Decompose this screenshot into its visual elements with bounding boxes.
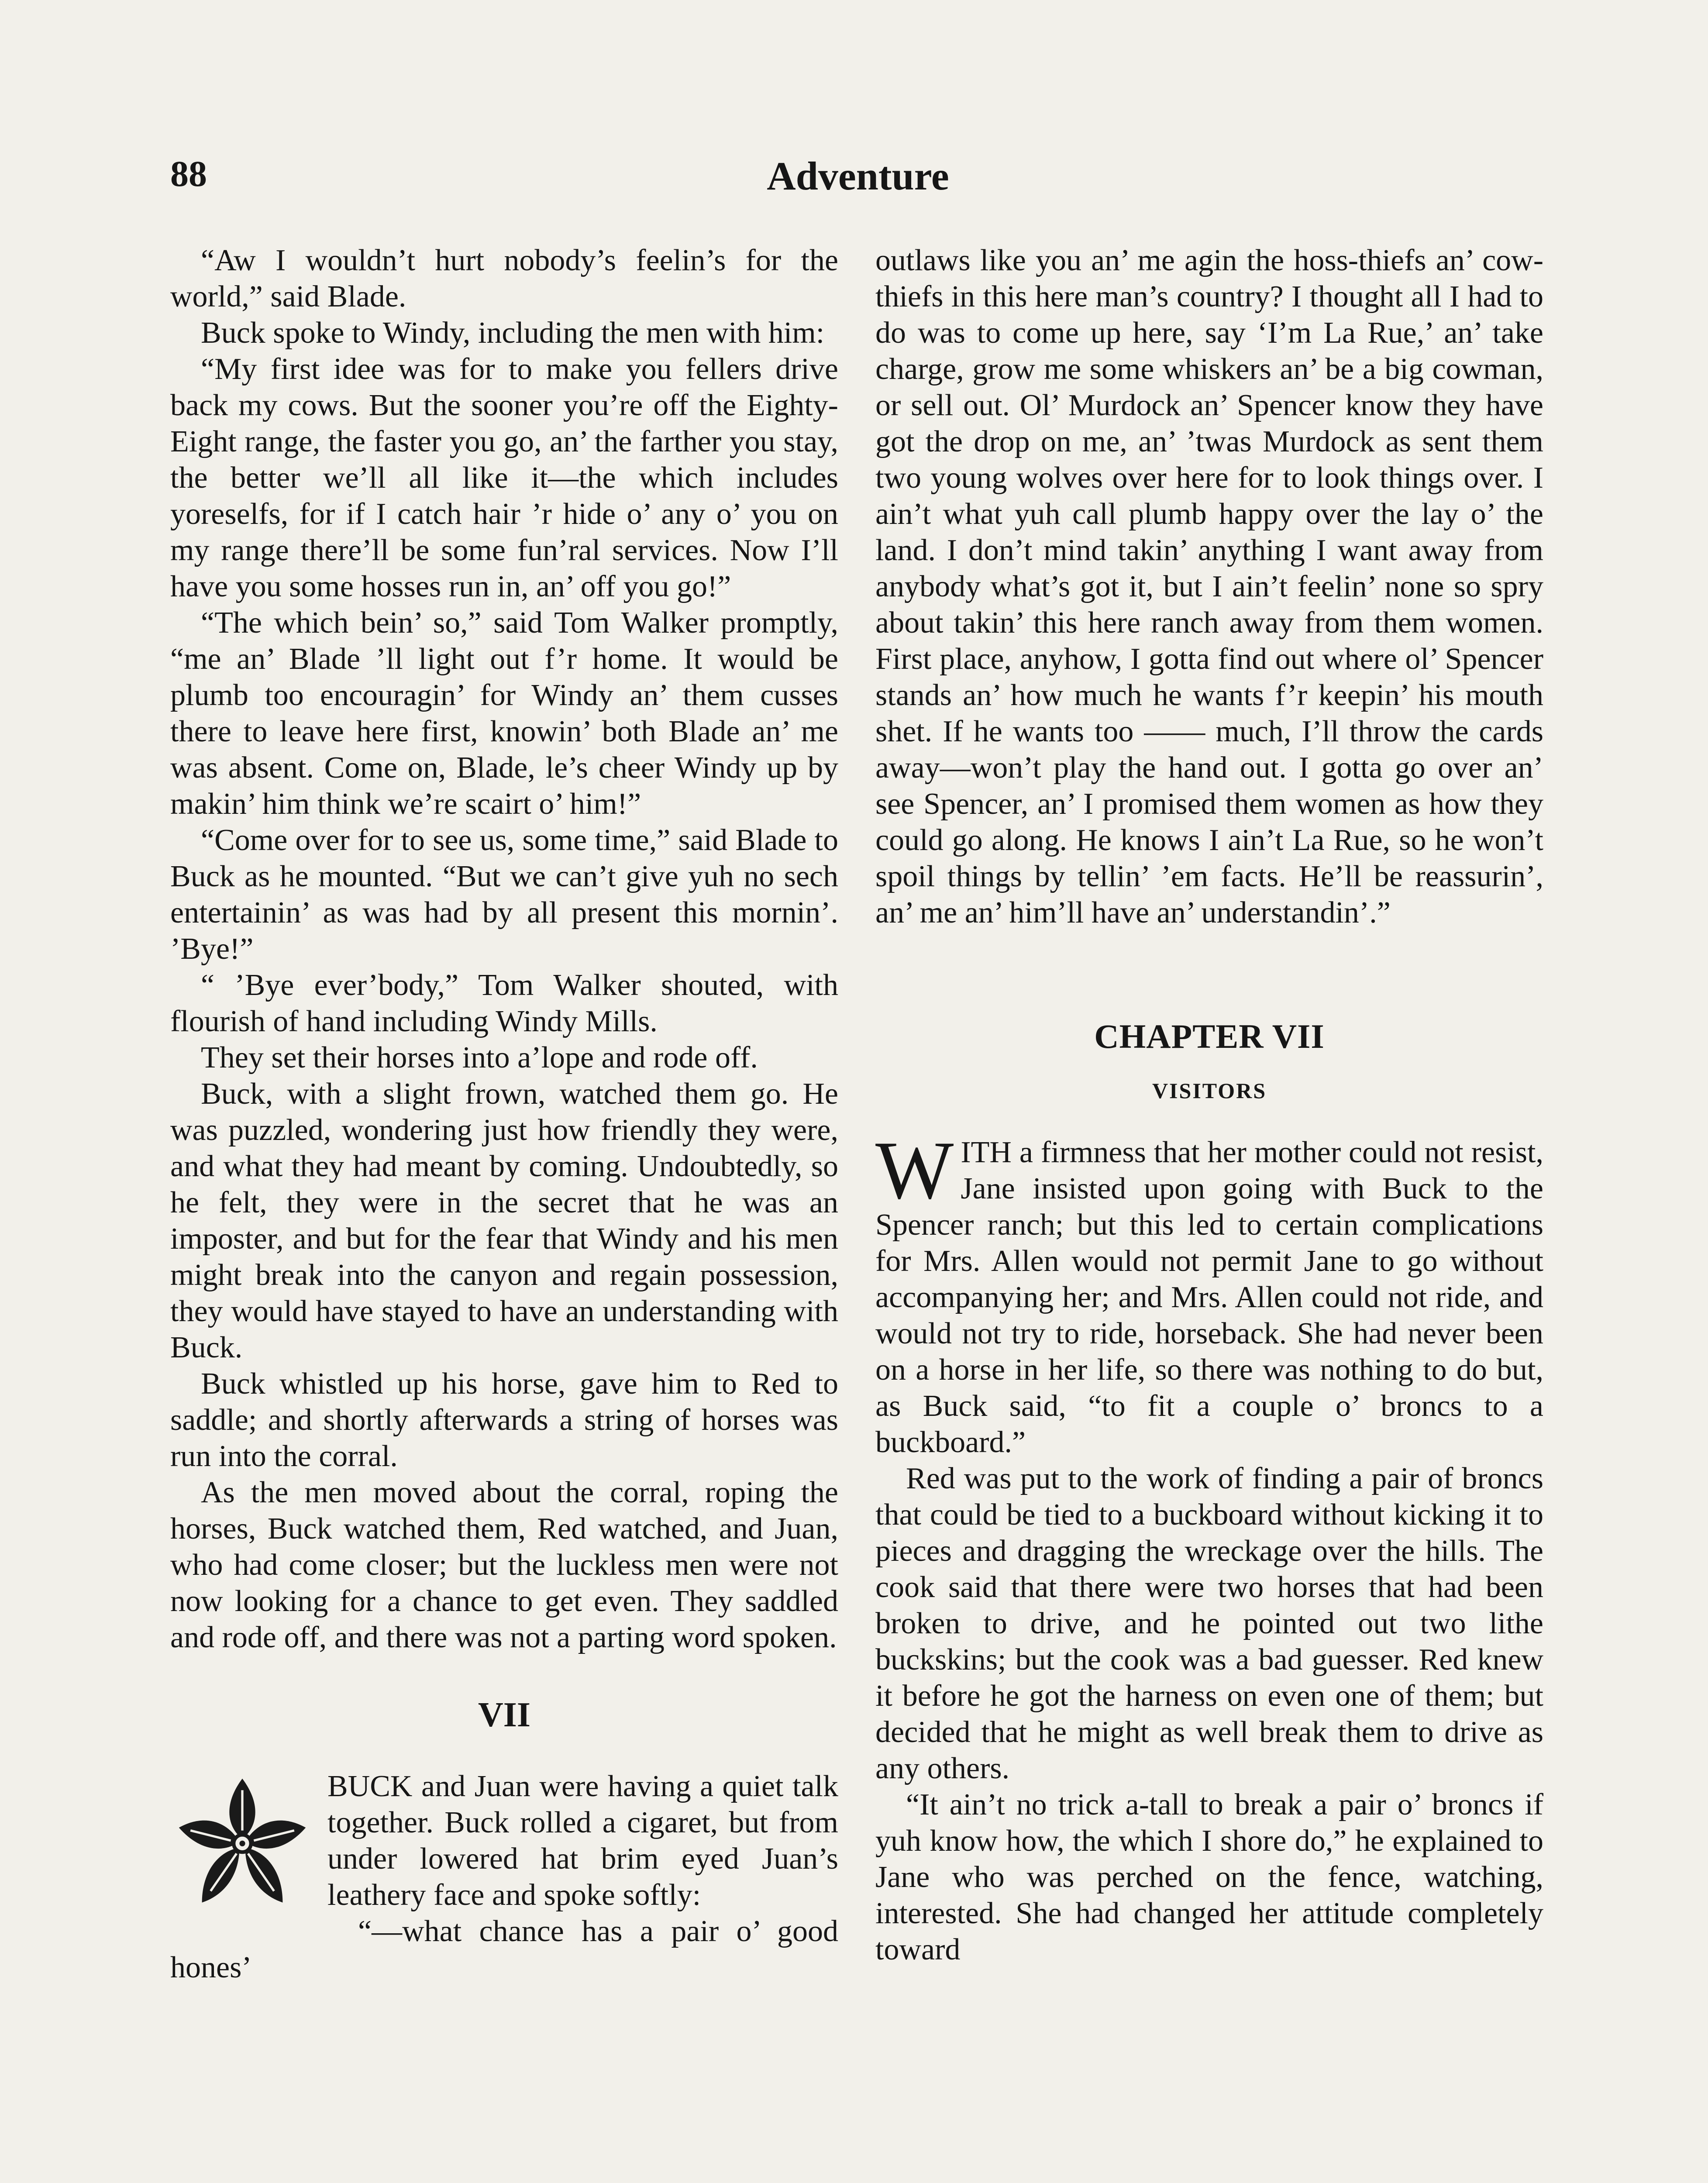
chapter-subtitle: VISITORS	[1152, 1078, 1267, 1103]
paragraph: “The which bein’ so,” said Tom Walker promptly, “me an’ Blade ’ll light out f’r home. It would be plumb too encouragin’ for Windy an’ them cusses there to leave here first, knowin’ both Blade an’ me was absent. Come on, Blade, le’s cheer Windy up by makin’ him think we’re scairt o’ him!”	[170, 606, 838, 821]
chapter-first-paragraph	[875, 1125, 1543, 1460]
paragraph: “ ’Bye ever’body,” Tom Walker shouted, with flourish of hand including Windy Mills.	[170, 968, 838, 1038]
paragraph: outlaws like you an’ me agin the hoss-thiefs an’ cow-thiefs in this here man’s country? I thought all I had to do was to come up here, say ‘I’m La Rue,’ an’ take charge, grow me some whiskers an’ be a big cowman, or sell out. Ol’ Murdock an’ Spencer know they have got the drop on me, an’ ’twas Murdock as sent them two young wolves over here for to look things over. I ain’t what yuh call plumb happy over the lay o’ the land. I don’t mind takin’ anything I want away from anybody what’s got it, but I ain’t feelin’ none so spry about takin’ this here ranch away from them women. First place, anyhow, I gotta find out where ol’ Spencer stands an’ how much he wants f’r keepin’ his mouth shet. If he wants too —— much, I’ll throw the cards away—won’t play the hand out. I gotta go over an’ see Spencer, an’ I promised them women as how they could go along. He knows I ain’t La Rue, so he won’t spoil things by tellin’ ’em facts. He’ll be reassurin’, an’ me an’ him’ll have an’ understandin’.”	[875, 244, 1543, 930]
right-column	[875, 242, 1543, 1968]
magazine-title: Adventure	[767, 154, 949, 198]
paragraph: As the men moved about the corral, roping the horses, Buck watched them, Red watched, and Juan, who had come closer; but the luckless men were not now looking for a chance to get even. They saddled and rode off, and there was not a parting word spoken.	[170, 1476, 838, 1654]
chapter-heading: CHAPTER VII	[1094, 1017, 1325, 1055]
section-numeral: VII	[478, 1696, 531, 1734]
paragraph: BUCK and Juan were having a quiet talk together. Buck rolled a cigaret, but from under lowered hat brim eyed Juan’s leathery face and spoke softly:	[327, 1770, 838, 1912]
paragraph: Red was put to the work of finding a pair of broncs that could be tied to a buckboard without kicking it to pieces and dragging the wreckage over the hills. The cook said that there were two horses that had been broken to drive, and he pointed out two lithe buckskins; but the cook was a bad guesser. Red knew it before he got the harness on even one of them; but decided that he might as well break them to drive as any others.	[875, 1462, 1543, 1785]
drop-cap: W	[875, 1125, 954, 1216]
page-header	[170, 153, 1546, 205]
left-column	[170, 242, 838, 1986]
flower-ornament-icon	[170, 1770, 314, 1914]
paragraph: “—what chance has a pair o’ good hones’	[170, 1914, 838, 1984]
paragraph: “My first idee was for to make you fellers drive back my cows. But the sooner you’re off the Eighty-Eight range, the faster you go, an’ the farther you stay, the better we’ll all like it—the which includes yoreselfs, for if I catch hair ’r hide o’ any o’ you on my range there’ll be some fun’ral services. Now I’ll have you some hosses run in, an’ off you go!”	[170, 352, 838, 603]
paragraph-text: ITH a firmness that her mother could not resist, Jane insisted upon going with Buck to the Spencer ranch; but this led to certain complications for Mrs. Allen would not permit Jane to go without accompanying her; and Mrs. Allen could not ride, and would not try to ride, horseback. She had never been on a horse in her life, so there was nothing to do but, as Buck said, “to fit a couple o’ broncs to a buckboard.”	[875, 1136, 1543, 1459]
paragraph: Buck, with a slight frown, watched them go. He was puzzled, wondering just how friendly they were, and what they had meant by coming. Undoubtedly, so he felt, they were in the secret that he was an imposter, and but for the fear that Windy and his men might break into the canyon and regain possession, they would have stayed to have an understanding with Buck.	[170, 1077, 838, 1364]
paragraph: Buck whistled up his horse, gave him to Red to saddle; and shortly afterwards a string of horses was run into the corral.	[170, 1367, 838, 1473]
paragraph: “Aw I wouldn’t hurt nobody’s feelin’s for the world,” said Blade.	[170, 244, 838, 313]
page-number: 88	[170, 154, 207, 194]
paragraph: “Come over for to see us, some time,” said Blade to Buck as he mounted. “But we can’t give yuh no sech entertainin’ as was had by all present this mornin’. ’Bye!”	[170, 823, 838, 966]
paragraph: They set their horses into a’lope and rode off.	[201, 1041, 758, 1074]
paragraph: “It ain’t no trick a-tall to break a pair o’ broncs if yuh know how, the which I shore do,” he explained to Jane who was perched on the fence, watching, interested. She had changed her attitude completely toward	[875, 1788, 1543, 1966]
paragraph: Buck spoke to Windy, including the men with him:	[201, 316, 825, 350]
